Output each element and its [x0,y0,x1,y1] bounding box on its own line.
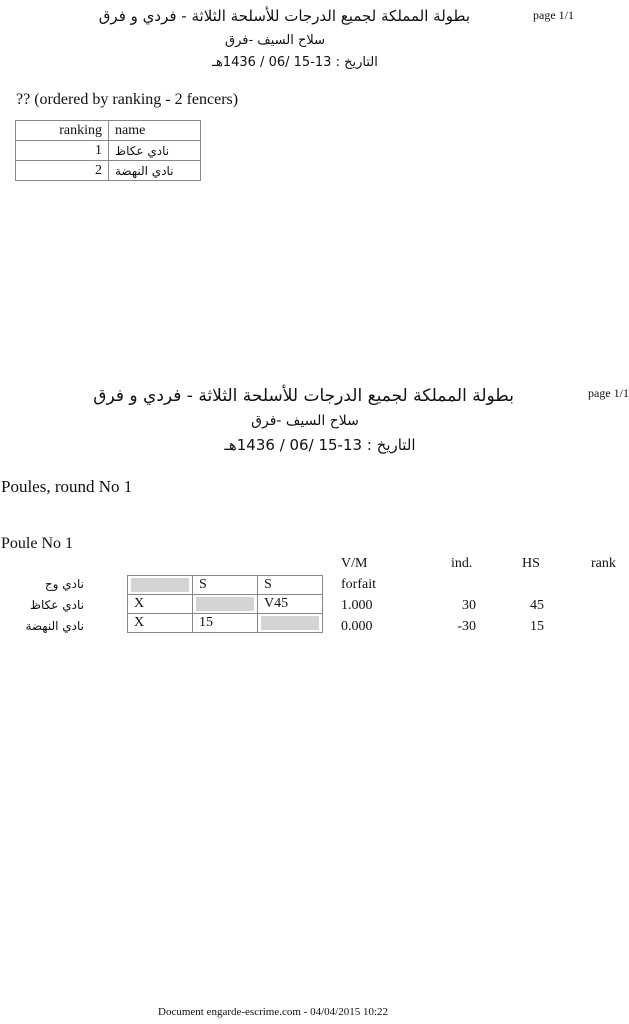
ranking-table-header-row [16,121,201,141]
name-column-header: name [109,121,201,141]
team-name-cell: نادي عكاظ [109,141,201,161]
page2-page-label: page 1/1 [588,386,629,400]
page1-weapon-subtitle: سلاح السيف -فرق [224,33,326,48]
ranking-column-header: ranking [16,121,109,141]
vm-value: 1.000 [341,598,373,613]
poule-cell: X [128,595,193,614]
rank-cell: 2 [16,161,109,181]
page2-date-line: التاريخ : 13-15 /06 / 1436هـ [224,436,416,454]
page1-tournament-title: بطولة المملكة لجميع الدرجات للأسلحة الثلاثة - فردي و فرق [98,7,470,25]
fencer-name: نادي عكاظ [29,598,84,612]
table-row [128,595,323,614]
fencer-name: نادي وج [44,577,84,591]
ind-column-header: ind. [451,556,473,571]
poule-cell: S [193,576,258,595]
poule-cell-self [128,576,193,595]
page1-date-line: التاريخ : 13-15 /06 / 1436هـ [212,55,378,70]
table-row [128,576,323,595]
footer-credit: Document engarde-escrime.com - 04/04/2015 10:22 [158,1006,389,1018]
ranking-heading: ?? (ordered by ranking - 2 fencers) [16,91,239,108]
hs-value: 15 [530,619,544,634]
ranking-table [15,120,201,181]
poule-table [127,575,323,633]
ind-value: 30 [462,598,476,613]
table-row [16,161,201,181]
page1-page-label: page 1/1 [533,8,574,22]
ind-value: -30 [457,619,476,634]
rank-column-header: rank [591,556,616,571]
poule-cell-self [193,595,258,614]
poule-cell: 15 [193,614,258,633]
poule-cell-self [258,614,323,633]
hs-column-header: HS [522,556,540,571]
poule-cell: V45 [258,595,323,614]
poule-cell: S [258,576,323,595]
vm-value: forfait [341,577,376,592]
rank-cell: 1 [16,141,109,161]
poule-cell: X [128,614,193,633]
table-row [128,614,323,633]
vm-value: 0.000 [341,619,373,634]
hs-value: 45 [530,598,544,613]
fencer-name: نادي النهضة [25,619,84,633]
vm-column-header: V/M [341,556,368,571]
table-row [16,141,201,161]
team-name-cell: نادي النهضة [109,161,201,181]
round-heading: Poules, round No 1 [1,477,133,496]
page2-weapon-subtitle: سلاح السيف -فرق [251,413,359,429]
poule-heading: Poule No 1 [1,535,73,552]
page2-tournament-title: بطولة المملكة لجميع الدرجات للأسلحة الثلاثة - فردي و فرق [93,386,514,406]
